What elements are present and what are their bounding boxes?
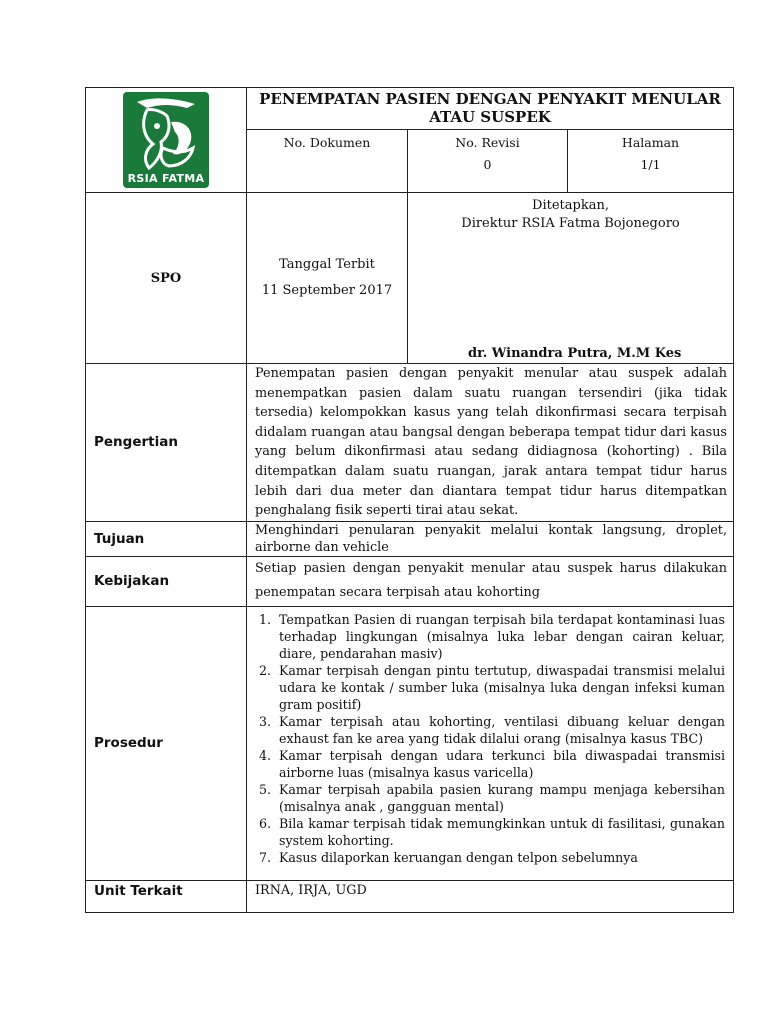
tujuan-label: Tujuan: [86, 521, 247, 556]
kebijakan-row: [86, 556, 734, 606]
logo-cell: [86, 88, 247, 193]
prosedur-list: [253, 611, 725, 866]
document-title: PENEMPATAN PASIEN DENGAN PENYAKIT MENULAR ATAU SUSPEK: [247, 88, 734, 130]
kebijakan-label: Kebijakan: [86, 556, 247, 606]
halaman-label: Halaman: [621, 134, 680, 150]
halaman-value: 1/1: [640, 156, 661, 172]
prosedur-item: 4. Kamar terpisah dengan udara terkunci bila diwaspadai transmisi airborne luas (misalnya kasus varicella): [275, 747, 725, 781]
tanggal-terbit-label: Tanggal Terbit: [279, 257, 375, 272]
halaman-cell: [568, 129, 734, 192]
spo-label: SPO: [86, 193, 247, 364]
kebijakan-text: Setiap pasien dengan penyakit menular atau suspek harus dilakukan penempatan secara terpisah atau kohorting: [247, 556, 734, 606]
pengertian-label: Pengertian: [86, 364, 247, 522]
unit-terkait-label: Unit Terkait: [86, 880, 247, 912]
spo-row: [86, 193, 734, 364]
pengertian-row: [86, 364, 734, 522]
prosedur-item: 6. Bila kamar terpisah tidak memungkinkan untuk di fasilitasi, gunakan system kohorting.: [275, 815, 725, 849]
prosedur-label: Prosedur: [86, 606, 247, 880]
prosedur-item: 7. Kasus dilaporkan keruangan dengan telpon sebelumnya: [275, 849, 725, 866]
prosedur-item: 5. Kamar terpisah apabila pasien kurang mampu menjaga kebersihan (misalnya anak , gangguan mental): [275, 781, 725, 815]
tanggal-terbit-cell: [247, 193, 408, 364]
unit-terkait-text: IRNA, IRJA, UGD: [247, 880, 734, 912]
unit-terkait-row: [86, 880, 734, 912]
prosedur-cell: [247, 606, 734, 880]
logo-text: RSIA FATMA: [127, 172, 205, 185]
ditetapkan-label: Ditetapkan,: [532, 198, 609, 213]
no-revisi-cell: [408, 129, 568, 192]
tanggal-terbit-value: 11 September 2017: [261, 283, 393, 298]
prosedur-item: 1. Tempatkan Pasien di ruangan terpisah bila terdapat kontaminasi luas terhadap lingkungan (misalnya luka lebar dengan cairan keluar, diare, pendarahan masiv): [275, 611, 725, 662]
spo-document: [85, 87, 733, 913]
signatory-name: dr. Winandra Putra, M.M Kes: [468, 346, 682, 361]
tujuan-text: Menghindari penularan penyakit melalui kontak langsung, droplet, airborne dan vehicle: [247, 521, 734, 556]
spo-table: [85, 87, 734, 913]
no-revisi-value: 0: [483, 156, 492, 172]
ditetapkan-cell: [408, 193, 734, 364]
prosedur-row: [86, 606, 734, 880]
pengertian-text: Penempatan pasien dengan penyakit menular atau suspek adalah menempatkan pasien dalam suatu ruangan tersendiri (jika tidak tersedia) kelompokkan kasus yang telah dikonfirmasi secara terpisah didalam ruangan atau bangsal dengan beberapa tempat tidur dari kasus yang belum dikonfirmasi atau sedang didiagnosa (kohorting) . Bila ditempatkan dalam suatu ruangan, jarak antara tempat tidur harus lebih dari dua meter dan diantara tempat tidur harus ditempatkan penghalang fisik seperti tirai atau sekat.: [247, 364, 734, 522]
header-row: [86, 88, 734, 130]
no-dokumen-label: No. Dokumen: [283, 134, 371, 150]
prosedur-item: 2. Kamar terpisah dengan pintu tertutup, diwaspadai transmisi melalui udara ke kontak / sumber luka (misalnya luka dengan infeksi kuman gram positif): [275, 662, 725, 713]
direktur-label: Direktur RSIA Fatma Bojonegoro: [461, 216, 680, 231]
no-revisi-label: No. Revisi: [455, 134, 520, 150]
prosedur-item: 3. Kamar terpisah atau kohorting, ventilasi dibuang keluar dengan exhaust fan ke area yang tidak dilalui orang (misalnya kasus TBC): [275, 713, 725, 747]
no-dokumen-cell: [247, 129, 408, 192]
hospital-logo: [123, 92, 209, 188]
tujuan-row: [86, 521, 734, 556]
